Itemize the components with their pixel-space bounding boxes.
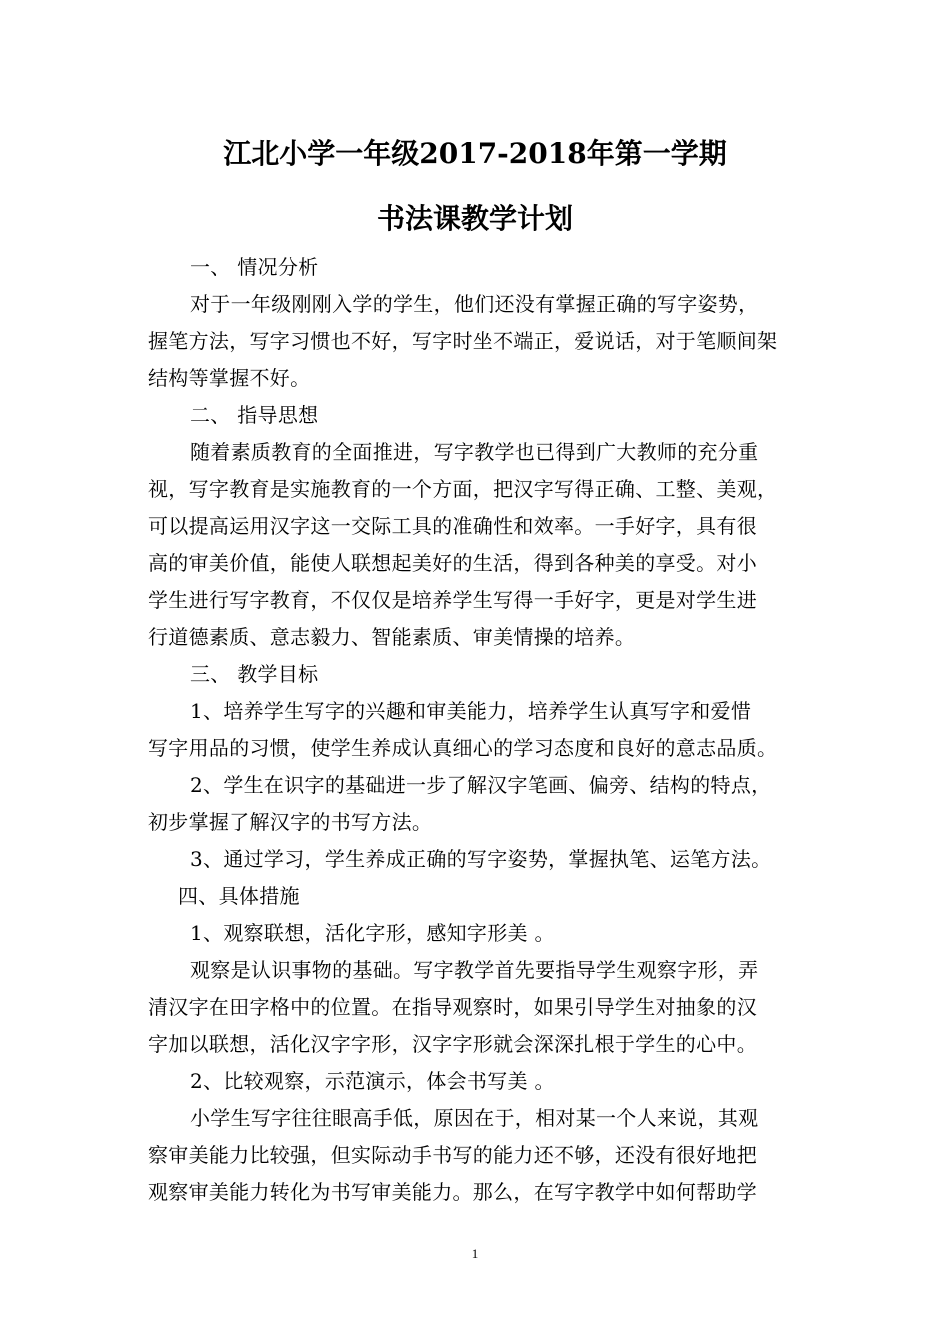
paragraph-line: 视，写字教育是实施教育的一个方面，把汉字写得正确、工整、美观， bbox=[148, 477, 778, 501]
document-title-line1: 江北小学一年级2017-2018年第一学期 bbox=[223, 137, 727, 170]
paragraph-line: 初步掌握了解汉字的书写方法。 bbox=[148, 810, 433, 834]
section-heading-goals: 三、 教学目标 bbox=[190, 662, 319, 686]
paragraph-line: 2、学生在识字的基础进一步了解汉字笔画、偏旁、结构的特点， bbox=[190, 773, 772, 797]
paragraph-line: 握笔方法，写字习惯也不好，写字时坐不端正，爱说话，对于笔顺间架 bbox=[148, 329, 778, 353]
paragraph-line: 结构等掌握不好。 bbox=[148, 366, 311, 390]
measure-title: 2、比较观察，示范演示，体会书写美 。 bbox=[190, 1069, 555, 1093]
paragraph-line: 小学生写字往往眼高手低，原因在于，相对某一个人来说，其观 bbox=[190, 1106, 759, 1130]
document-title-line2: 书法课教学计划 bbox=[376, 202, 573, 235]
paragraph-line: 观察审美能力转化为书写审美能力。那么，在写字教学中如何帮助学 bbox=[148, 1180, 757, 1204]
paragraph-line: 随着素质教育的全面推进，写字教学也已得到广大教师的充分重 bbox=[190, 440, 759, 464]
paragraph-line: 字加以联想，活化汉字字形，汉字字形就会深深扎根于学生的心中。 bbox=[148, 1032, 757, 1056]
paragraph-line: 3、通过学习，学生养成正确的写字姿势，掌握执笔、运笔方法。 bbox=[190, 847, 772, 871]
paragraph-line: 1、培养学生写字的兴趣和审美能力，培养学生认真写字和爱惜 bbox=[190, 699, 752, 723]
section-heading-analysis: 一、 情况分析 bbox=[190, 255, 319, 279]
paragraph-line: 高的审美价值，能使人联想起美好的生活，得到各种美的享受。对小 bbox=[148, 551, 757, 575]
paragraph-line: 察审美能力比较强，但实际动手书写的能力还不够，还没有很好地把 bbox=[148, 1143, 757, 1167]
paragraph-line: 对于一年级刚刚入学的学生，他们还没有掌握正确的写字姿势， bbox=[190, 292, 759, 316]
paragraph-line: 写字用品的习惯，使学生养成认真细心的学习态度和良好的意志品质。 bbox=[148, 736, 778, 760]
paragraph-line: 观察是认识事物的基础。写字教学首先要指导学生观察字形，弄 bbox=[190, 958, 759, 982]
measure-title: 1、观察联想，活化字形，感知字形美 。 bbox=[190, 921, 555, 945]
paragraph-line: 可以提高运用汉字这一交际工具的准确性和效率。一手好字，具有很 bbox=[148, 514, 757, 538]
section-heading-measures: 四、具体措施 bbox=[178, 884, 300, 908]
page-number: 1 bbox=[471, 1246, 479, 1261]
section-heading-guidance: 二、 指导思想 bbox=[190, 403, 319, 427]
paragraph-line: 清汉字在田字格中的位置。在指导观察时，如果引导学生对抽象的汉 bbox=[148, 995, 757, 1019]
paragraph-line: 学生进行写字教育，不仅仅是培养学生写得一手好字，更是对学生进 bbox=[148, 588, 757, 612]
paragraph-line: 行道德素质、意志毅力、智能素质、审美情操的培养。 bbox=[148, 625, 636, 649]
